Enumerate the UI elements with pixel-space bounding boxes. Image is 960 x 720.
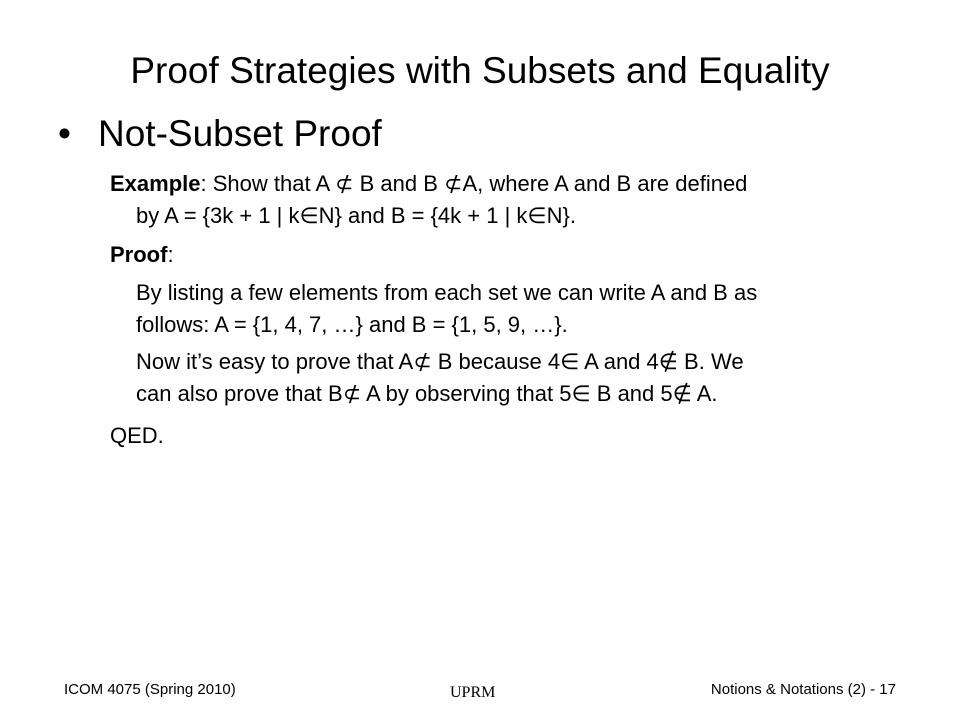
proof-list-line-2: follows: A = {1, 4, 7, …} and B = {1, 5, 9, …}. xyxy=(136,312,568,337)
proof-text: A. xyxy=(691,381,718,406)
footer-institution: UPRM xyxy=(450,684,496,701)
element-of-symbol: ∈ xyxy=(527,203,547,228)
bullet-heading: Not-Subset Proof xyxy=(98,113,382,154)
element-of-symbol: ∈ xyxy=(571,381,591,406)
not-element-of-symbol: ∉ xyxy=(658,349,678,374)
proof-label: Proof xyxy=(110,242,168,267)
proof-now-line-1 xyxy=(136,346,744,378)
example-text: N}. xyxy=(546,203,576,228)
proof-text: B. We xyxy=(677,349,744,374)
proof-text: A by observing that 5 xyxy=(361,381,572,406)
qed-text: QED. xyxy=(110,423,164,448)
proof-text: A and 4 xyxy=(579,349,659,374)
proof-text: can also prove that B xyxy=(136,381,343,406)
example-text: : Show that A xyxy=(200,171,336,196)
slide-title: Proof Strategies with Subsets and Equality xyxy=(130,50,830,91)
footer-page-info: Notions & Notations (2) - 17 xyxy=(710,681,896,698)
element-of-symbol: ∈ xyxy=(299,203,319,228)
footer-course: ICOM 4075 (Spring 2010) xyxy=(64,681,236,698)
not-subset-symbol: ⊄ xyxy=(335,171,354,196)
proof-text: Now it’s easy to prove that A xyxy=(136,349,414,374)
bullet-heading-row xyxy=(58,111,382,157)
example-text: N} and B = {4k + 1 | k xyxy=(318,203,528,228)
proof-text: B because 4 xyxy=(431,349,561,374)
proof-now-line-2 xyxy=(136,378,717,410)
example-text: A, where A and B are defined xyxy=(462,171,748,196)
example-line-2 xyxy=(136,200,576,232)
example-label: Example xyxy=(110,171,201,196)
not-subset-symbol: ⊄ xyxy=(444,171,463,196)
element-of-symbol: ∈ xyxy=(560,349,580,374)
proof-heading xyxy=(110,239,174,271)
not-element-of-symbol: ∉ xyxy=(672,381,692,406)
proof-text: B and 5 xyxy=(590,381,673,406)
not-subset-symbol: ⊄ xyxy=(342,381,362,406)
example-text: B and B xyxy=(353,171,444,196)
not-subset-symbol: ⊄ xyxy=(413,349,432,374)
proof-colon: : xyxy=(167,242,174,267)
bullet-dot: • xyxy=(58,113,71,154)
example-text: by A = {3k + 1 | k xyxy=(136,203,300,228)
proof-list-line-1: By listing a few elements from each set we can write A and B as xyxy=(136,280,758,305)
example-line-1 xyxy=(110,168,747,200)
